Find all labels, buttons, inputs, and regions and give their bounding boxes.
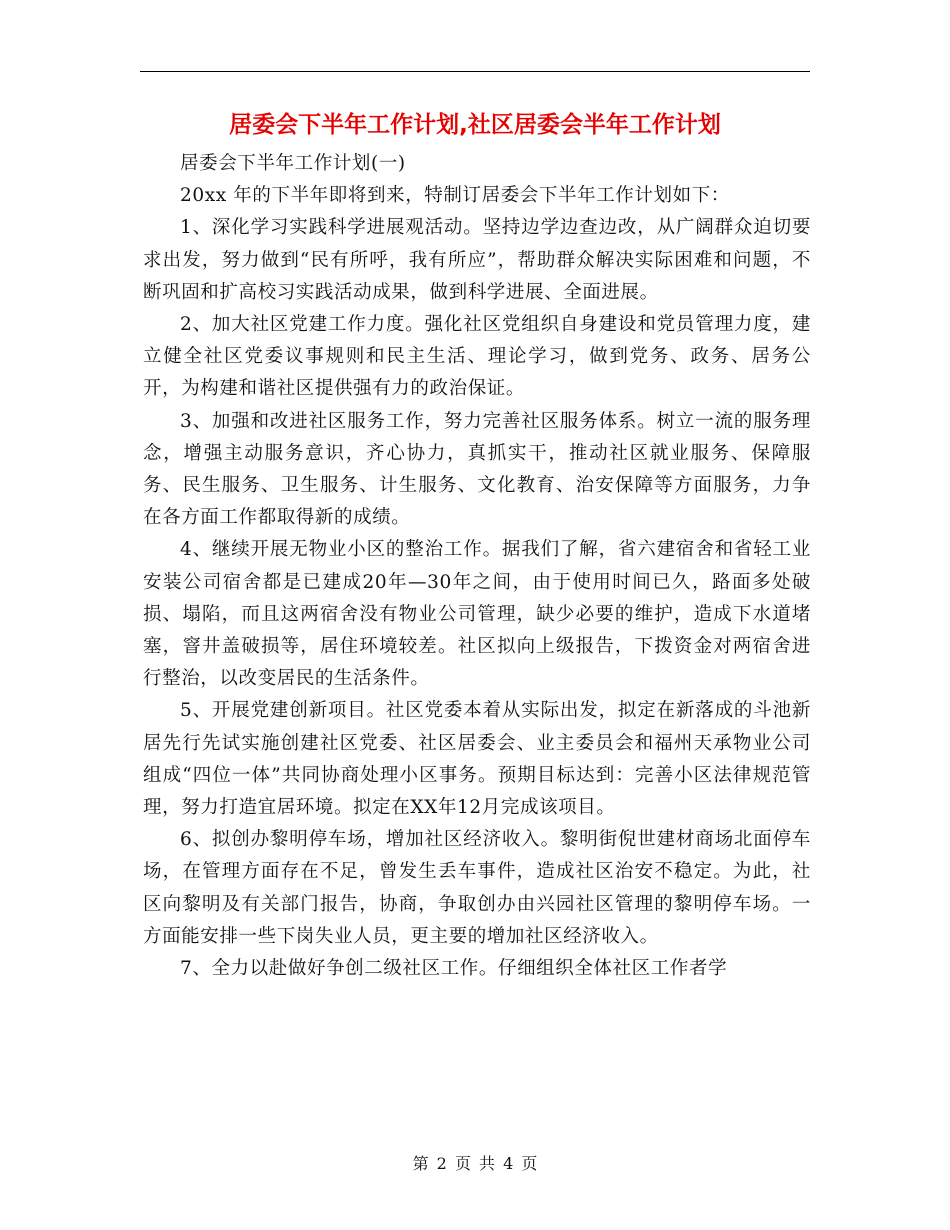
paragraph-item-7: 7、全力以赴做好争创二级社区工作。仔细组织全体社区工作者学 — [180, 958, 728, 980]
header-rule — [140, 71, 810, 72]
paragraph-item-1: 1、深化学习实践科学进展观活动。坚持边学边查边改，从广阔群众迫切要求出发，努力做到“民有所呼，我有所应”，帮助群众解决实际困难和问题，不断巩固和扩高校习实践活动成果，做到科学进展、全面进展。 — [143, 217, 811, 303]
paragraph-item-3: 3、加强和改进社区服务工作，努力完善社区服务体系。树立一流的服务理念，增强主动服务意识，齐心协力，真抓实干，推动社区就业服务、保障服务、民生服务、卫生服务、计生服务、文化教育、治安保障等方面服务，力争在各方面工作都取得新的成绩。 — [143, 410, 811, 529]
page-number-footer: 第 2 页 共 4 页 — [412, 1154, 538, 1173]
paragraph-intro: 20xx 年的下半年即将到来，特制订居委会下半年工作计划如下： — [180, 185, 730, 207]
document-title: 居委会下半年工作计划,社区居委会半年工作计划 — [229, 112, 721, 138]
paragraph-subtitle: 居委会下半年工作计划(一) — [180, 153, 406, 174]
paragraph-item-4: 4、继续开展无物业小区的整治工作。据我们了解，省六建宿舍和省轻工业安装公司宿舍都是已建成20年—30年之间，由于使用时间已久，路面多处破损、塌陷，而且这两宿舍没有物业公司管理，缺少必要的维护，造成下水道堵塞，窨井盖破损等，居住环境较差。社区拟向上级报告，下拨资金对两宿舍进行整治，以改变居民的生活条件。 — [143, 539, 811, 690]
paragraph-item-6: 6、拟创办黎明停车场，增加社区经济收入。黎明街倪世建材商场北面停车场，在管理方面存在不足，曾发生丢车事件，造成社区治安不稳定。为此，社区向黎明及有关部门报告，协商，争取创办由兴园社区管理的黎明停车场。一方面能安排一些下岗失业人员，更主要的增加社区经济收入。 — [143, 829, 811, 947]
paragraph-item-5: 5、开展党建创新项目。社区党委本着从实际出发，拟定在新落成的斗池新居先行先试实施创建社区党委、社区居委会、业主委员会和福州天承物业公司组成“四位一体”共同协商处理小区事务。预期目标达到：完善小区法律规范管理，努力打造宜居环境。拟定在XX年12月完成该项目。 — [143, 700, 811, 819]
paragraph-item-2: 2、加大社区党建工作力度。强化社区党组织自身建设和党员管理力度，建立健全社区党委议事规则和民主生活、理论学习，做到党务、政务、居务公开，为构建和谐社区提供强有力的政治保证。 — [143, 314, 811, 400]
document-body — [143, 148, 811, 985]
